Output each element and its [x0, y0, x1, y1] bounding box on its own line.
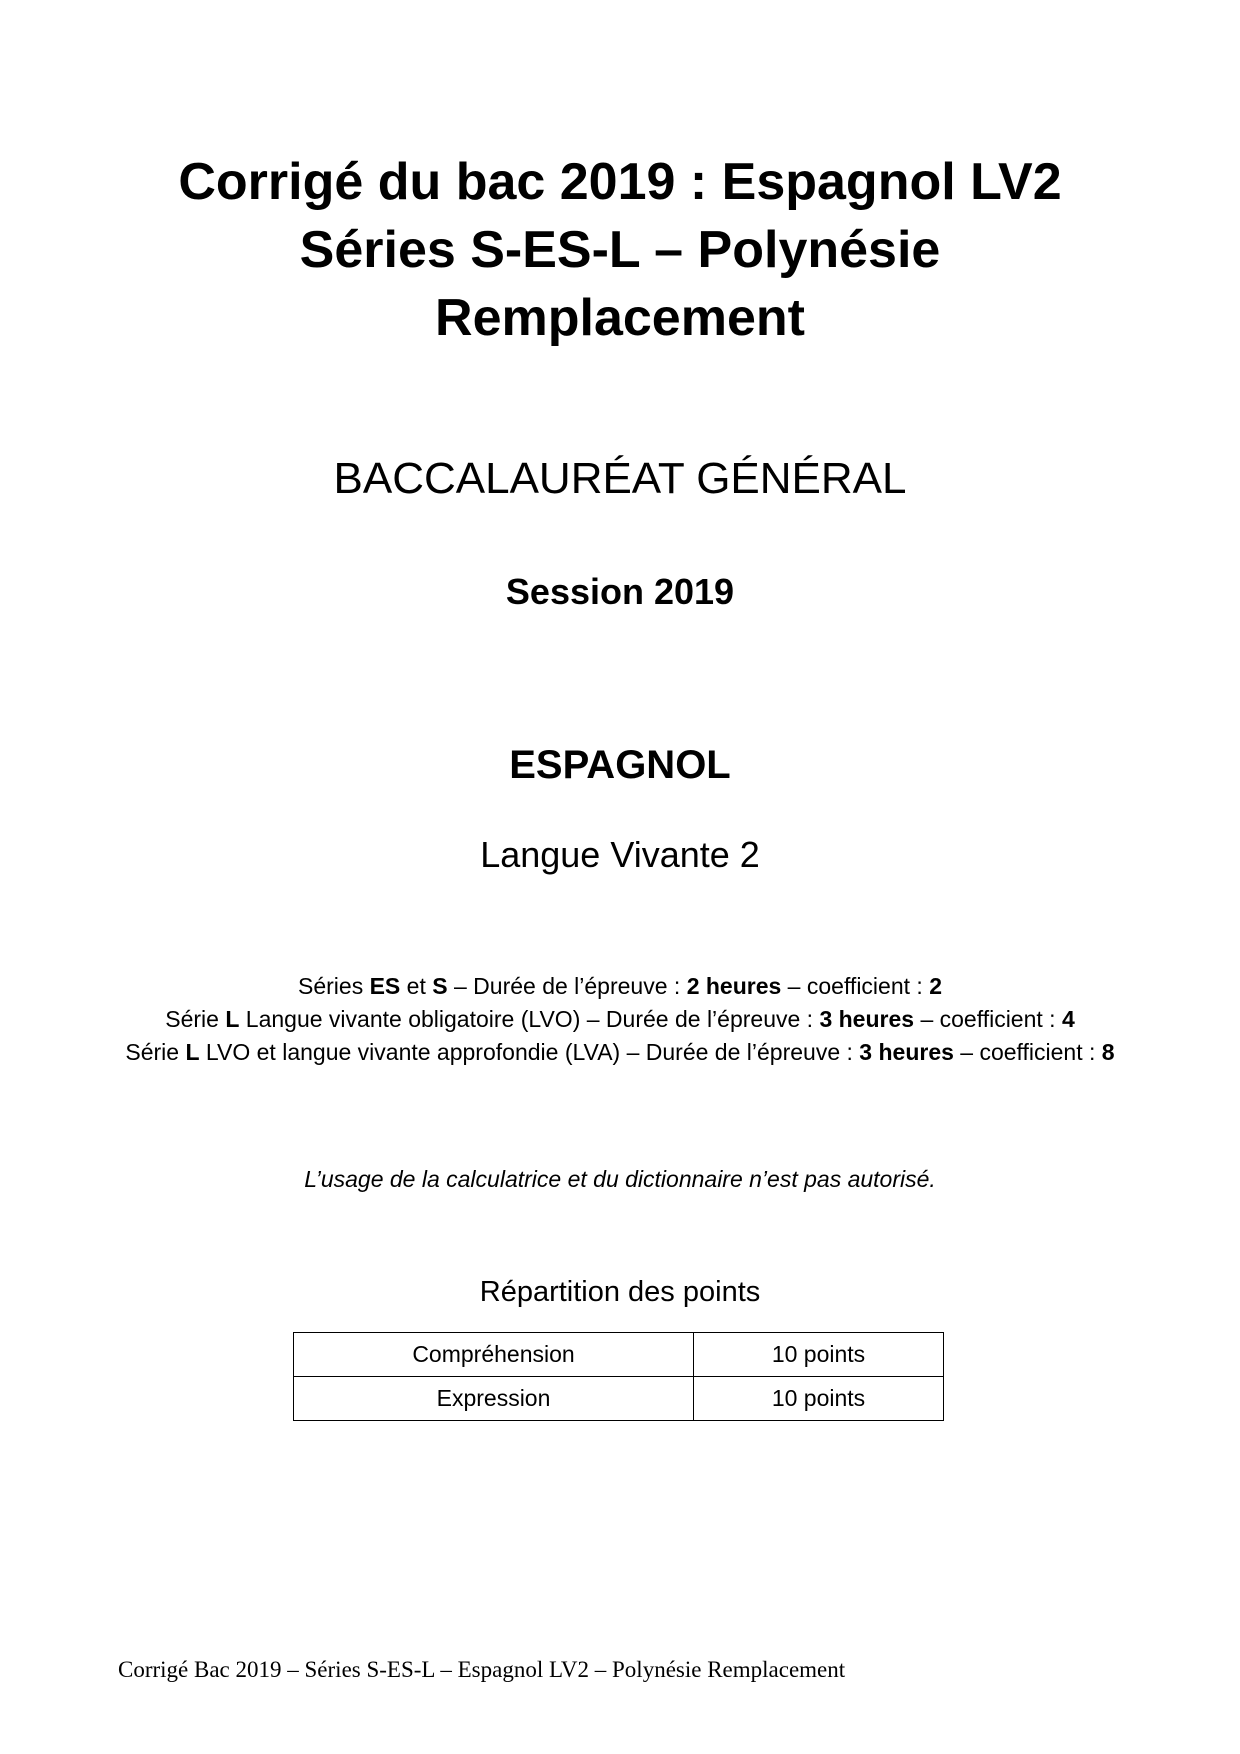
session-label: Session 2019: [505, 571, 735, 612]
points-table-title: Répartition des points: [479, 1276, 761, 1308]
exam-type: BACCALAURÉAT GÉNÉRAL: [333, 454, 907, 503]
title-line-3: Remplacement: [435, 289, 805, 347]
series-info: [0, 970, 1240, 1069]
calculator-note: L’usage de la calculatrice et du dictionnaire n’est pas autorisé.: [304, 1166, 936, 1192]
table-cell-label: Compréhension: [294, 1333, 694, 1377]
series-line-1: Séries ES et S – Durée de l’épreuve : 2 heures – coefficient : 2: [298, 973, 942, 999]
series-line-3: Série L LVO et langue vivante approfondie (LVA) – Durée de l’épreuve : 3 heures – coefficient : 8: [125, 1039, 1115, 1065]
document-title: [0, 148, 1240, 352]
table-cell-value: 10 points: [694, 1377, 944, 1421]
title-line-2: Séries S-ES-L – Polynésie: [299, 221, 941, 279]
series-line-2: Série L Langue vivante obligatoire (LVO) – Durée de l’épreuve : 3 heures – coefficient : 4: [165, 1006, 1075, 1032]
page-footer: Corrigé Bac 2019 – Séries S-ES-L – Espagnol LV2 – Polynésie Remplacement: [118, 1657, 846, 1682]
points-table: [293, 1332, 944, 1421]
subject-heading: ESPAGNOL: [509, 743, 731, 787]
table-row: [294, 1377, 944, 1421]
language-level: Langue Vivante 2: [480, 834, 760, 875]
table-row: [294, 1333, 944, 1377]
table-cell-value: 10 points: [694, 1333, 944, 1377]
title-line-1: Corrigé du bac 2019 : Espagnol LV2: [178, 153, 1062, 211]
table-cell-label: Expression: [294, 1377, 694, 1421]
